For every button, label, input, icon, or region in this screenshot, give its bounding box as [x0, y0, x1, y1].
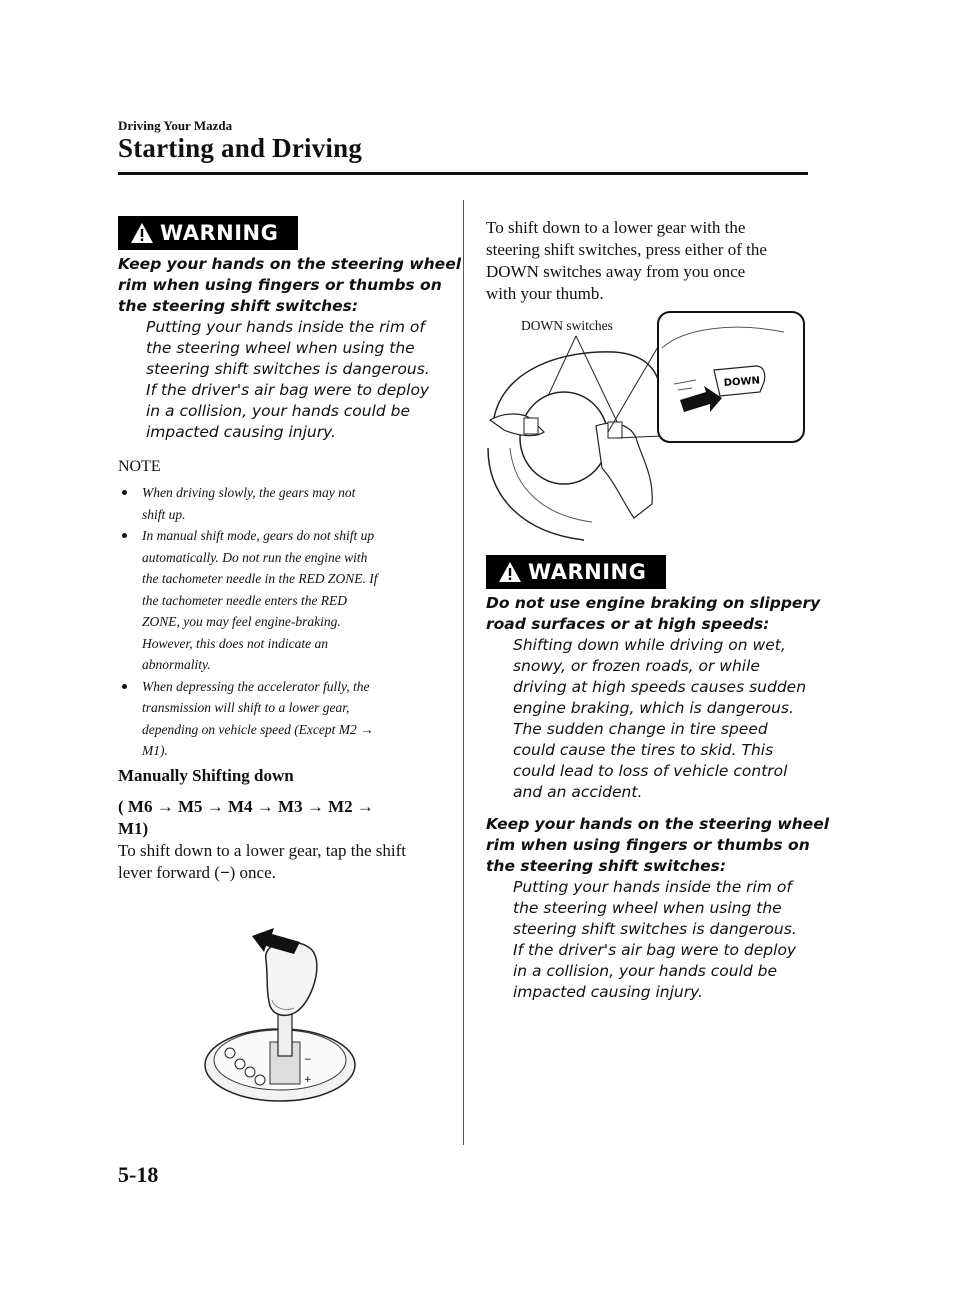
warning-label: WARNING: [528, 560, 647, 584]
svg-text:+: +: [304, 1075, 312, 1085]
warning-triangle-icon: [498, 561, 522, 583]
running-head: Driving Your Mazda: [118, 118, 233, 133]
page-number: 5-18: [118, 1162, 159, 1187]
column-divider: [463, 200, 464, 1145]
shift-sequence: ( M6 → M5 → M4 → M3 → M2 → M1): [118, 797, 374, 838]
warning-label: WARNING: [160, 221, 279, 245]
note-item: When depressing the accelerator fully, the transmission will shift to a lower gear, depending on vehicle speed (Except M2 → M1).: [118, 676, 448, 762]
warning-banner-right: [486, 555, 666, 589]
note-item: In manual shift mode, gears do not shift up automatically. Do not run the engine with the tachometer needle in the RED ZONE. If the tachometer needle enters the RED ZONE, you may feel engine-braking. However, this does not indicate an abnormality.: [118, 525, 448, 676]
subheading: Manually Shifting down: [118, 766, 294, 785]
shift-down-instructions: To shift down to a lower gear, tap the shift lever forward (−) once.: [118, 841, 407, 882]
down-button-text: DOWN: [723, 375, 761, 389]
header-rule: [118, 172, 808, 175]
section-title: Starting and Driving: [118, 133, 363, 163]
warning-heading-right-1: Do not use engine braking on slippery road surfaces or at high speeds:: [486, 594, 821, 633]
shift-lever-illustration: [200, 920, 360, 1105]
warning-body-left: Putting your hands inside the rim of the steering wheel when using the steering shift switches is dangerous. If the driver's air bag were to deploy in a collision, your hands could be impacted causing injury.: [146, 318, 430, 441]
note-list: [118, 482, 448, 762]
right-intro: To shift down to a lower gear with the steering shift switches, press either of the DOWN switches away from you once with your thumb.: [486, 218, 767, 303]
warning-body-right-1: Shifting down while driving on wet, snowy, or frozen roads, or while driving at high speeds causes sudden engine braking, which is dangerous. The sudden change in tire speed could cause the tires to skid. This could lead to loss of vehicle control and an accident.: [513, 636, 807, 801]
warning-heading-right-2: Keep your hands on the steering wheel rim when using fingers or thumbs on the steering shift switches:: [486, 815, 830, 875]
down-switches-label: DOWN switches: [521, 318, 613, 333]
warning-body-right-2: Putting your hands inside the rim of the steering wheel when using the steering shift switches is dangerous. If the driver's air bag were to deploy in a collision, your hands could be impacted causing injury.: [513, 878, 797, 1001]
minus-symbol: −: [219, 863, 230, 882]
note-item: When driving slowly, the gears may not shift up.: [118, 482, 448, 525]
warning-banner-left: [118, 216, 298, 250]
svg-text:−: −: [304, 1055, 312, 1065]
note-label: NOTE: [118, 458, 161, 475]
steering-wheel-illustration: [484, 308, 808, 544]
warning-heading-left: Keep your hands on the steering wheel rim when using fingers or thumbs on the steering shift switches:: [118, 255, 462, 315]
warning-triangle-icon: [130, 222, 154, 244]
